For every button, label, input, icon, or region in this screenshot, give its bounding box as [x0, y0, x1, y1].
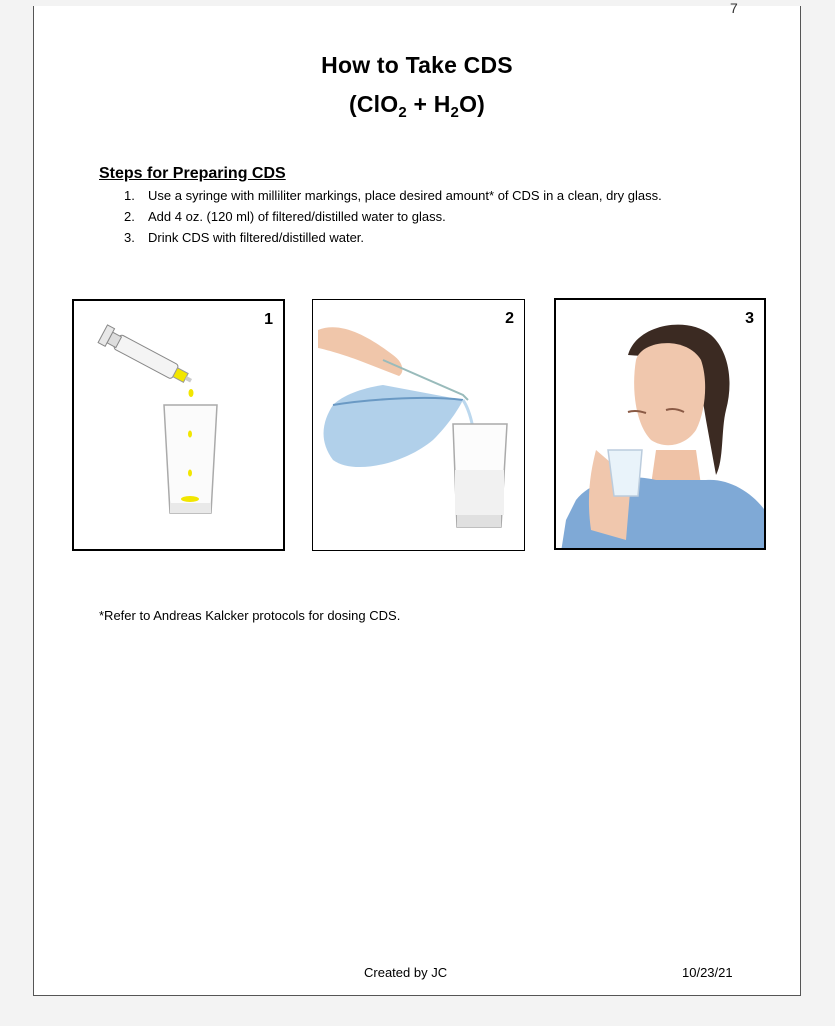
- formula-subscript: 2: [398, 104, 407, 121]
- page-title: How to Take CDS: [321, 52, 513, 78]
- chemical-formula: [34, 91, 800, 121]
- step-text: Use a syringe with milliliter markings, place desired amount* of CDS in a clean, dry glass.: [148, 188, 662, 203]
- footnote: *Refer to Andreas Kalcker protocols for dosing CDS.: [99, 608, 401, 623]
- step-number: 3.: [124, 230, 135, 245]
- formula-part: + H: [406, 91, 451, 117]
- document-page: [33, 0, 801, 996]
- step-number: 1.: [124, 188, 135, 203]
- step-number: 2.: [124, 209, 135, 224]
- panel-number: 1: [264, 311, 273, 328]
- formula-subscript: 2: [450, 104, 460, 121]
- step-image-panel-2: [312, 299, 525, 551]
- step-item: [124, 229, 662, 250]
- step-text: Drink CDS with filtered/distilled water.: [148, 230, 365, 245]
- viewer-background: [0, 997, 835, 1026]
- section-heading: Steps for Preparing CDS: [99, 165, 286, 182]
- step-image-panel-3: [554, 298, 766, 550]
- formula-part: O): [459, 91, 486, 117]
- step-item: [124, 208, 662, 229]
- step-text: Add 4 oz. (120 ml) of filtered/distilled water to glass.: [148, 209, 446, 224]
- panel-number: 2: [505, 310, 514, 327]
- steps-list: [124, 187, 662, 250]
- panel-number: 3: [745, 310, 754, 327]
- top-mark: 7: [730, 0, 738, 16]
- pitcher-water-illustration: [313, 300, 525, 551]
- step-image-panel-1: [72, 299, 285, 551]
- syringe-glass-illustration: [74, 301, 285, 551]
- step-item: [124, 187, 662, 208]
- woman-drinking-illustration: [556, 300, 766, 550]
- formula-part: (ClO: [348, 91, 399, 117]
- created-by: Created by JC: [364, 965, 448, 980]
- document-date: 10/23/21: [682, 965, 733, 980]
